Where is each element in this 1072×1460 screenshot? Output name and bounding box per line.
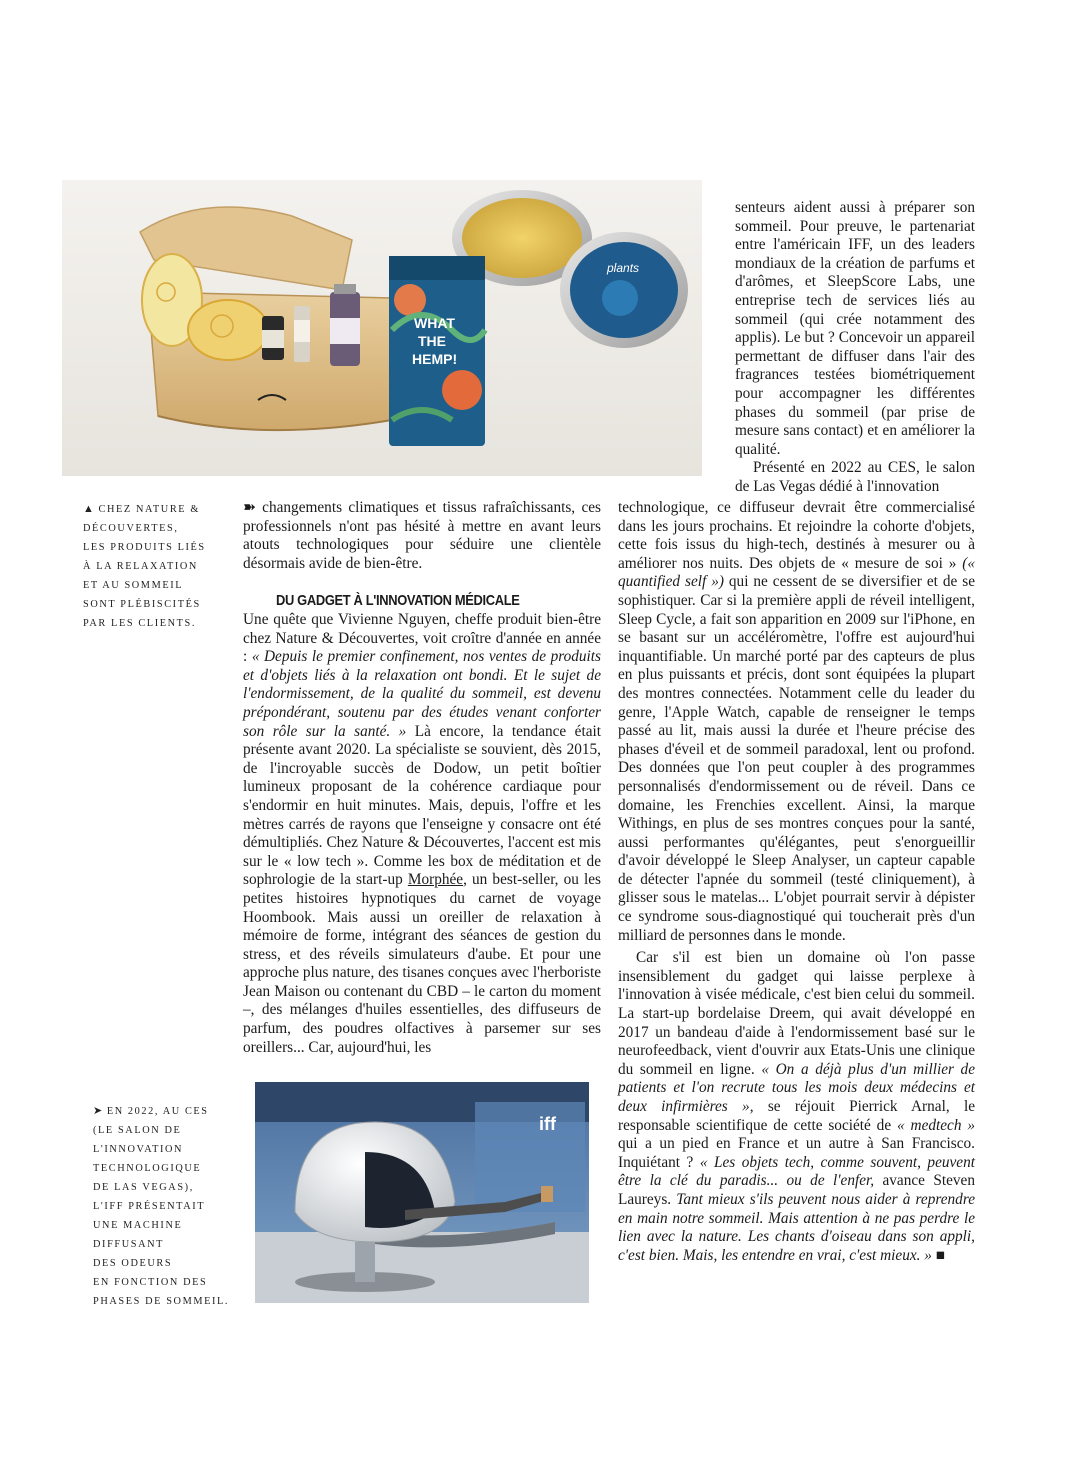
col1-intro-text: changements climatiques et tissus rafraîchissants, ces professionnels n'ont pas hésité à mettre en avant leurs atouts technologiques pour séduire une clientèle désormais avide de bien-être. (243, 499, 601, 572)
caption-ces-line-4: TECHNOLOGIQUE (93, 1163, 202, 1174)
caption-products (83, 500, 233, 633)
col2-p1: senteurs aident aussi à préparer son sommeil. Pour preuve, le partenariat entre l'américain IFF, un des leaders mondiaux de la création de parfums et d'arômes, et SleepScore Labs, une entreprise tech de services liés au sommeil (qui crée notamment des applis). Le but ? Concevoir un appareil permettant de diffuser dans l'air des fragrances testées biométriquement pour accompagner les différentes phases du sommeil (par prise de mesure sans contact) et en améliorer la qualité. (735, 199, 975, 458)
products-photo (62, 180, 702, 476)
article-column-1-body (243, 611, 601, 1057)
col1-p1-c: Là encore, la tendance était présente avant 2020. La spécialiste se souvient, dès 2015, de l'incroyable succès de Dodow, un petit boîtier lumineux proposant de la cohérence cardiaque pour s'endormir en huit minutes. Mais, depuis, l'offre et les mètres carrés de rayons que l'enseigne y consacre ont été démultipliés. Chez Nature & Découvertes, l'accent est mis sur le « low tech ». Comme les box de méditation et de sophrologie de la start-up (243, 722, 601, 889)
col2-p2-a: technologique, ce diffuseur devrait être commercialisé dans les jours prochains. Et rejoindre la cohorte d'objets, cette fois issus du high-tech, destinés à mesurer ou à améliorer nos nuits. Des objets de « mesure de soi » (618, 499, 975, 572)
ces-photo (255, 1082, 589, 1303)
col2-p3-g: avance Steven Laureys. (618, 1172, 975, 1208)
caption-ces-line-5: DE LAS VEGAS), (93, 1182, 194, 1193)
caption-products-line-5: ET AU SOMMEIL (83, 580, 184, 591)
triangle-up-icon: ▲ (83, 503, 96, 515)
caption-products-line-4: À LA RELAXATION (83, 561, 198, 572)
caption-ces-line-2: (LE SALON DE (93, 1125, 182, 1136)
end-mark: ■ (931, 1246, 946, 1264)
article-column-2-top (735, 199, 975, 497)
section-heading: DU GADGET À L'INNOVATION MÉDICALE (276, 592, 520, 609)
caption-products-line-6: SONT PLÉBISCITÉS (83, 599, 201, 610)
caption-ces-line-1: ➤ EN 2022, AU CES (93, 1105, 209, 1117)
caption-ces-line-7: UNE MACHINE (93, 1220, 183, 1231)
article-column-1-intro (243, 499, 601, 573)
col2-p2-start: Présenté en 2022 au CES, le salon de Las Vegas dédié à l'innovation (735, 459, 975, 495)
caption-ces-line-9: DES ODEURS (93, 1258, 173, 1269)
arrow-right-icon: ➤ (93, 1105, 104, 1117)
products-illustration (62, 180, 702, 476)
pouch-text-line1: WHAT (414, 315, 455, 331)
col2-p3-quote-dreem: « On a déjà plus d'un millier de patients et l'on recrute tous les mois deux médecins et deux infirmières » (618, 1060, 975, 1115)
col2-p3-quote-end: Tant mieux s'ils peuvent nous aider à reprendre en main notre sommeil. Mais attention à ne pas perdre le lien avec la nature. Les chants d'oiseau dans son appli, c'est bien. Mais, les entendre en vrai, c'est mieux. » (618, 1190, 975, 1264)
iff-logo: iff (539, 1114, 556, 1134)
article-column-2-body (618, 499, 975, 1265)
col2-p3-a: Car s'il est bien un domaine où l'on passe insensiblement du gadget qui laisse perplexe à l'innovation à visée médicale, c'est bien celui du sommeil. La start-up bordelaise Dreem, qui avait développé en 2017 un bandeau d'aide à l'endormissement basé sur le neurofeedback, vient d'ouvrir aux Etats-Unis une clinique du sommeil en ligne. (618, 949, 975, 1078)
col1-p1-quote: « Depuis le premier confinement, nos ventes de produits et d'objets liés à la relaxation ont bondi. Et le sujet de l'endormissement, de la qualité du sommeil, est devenu prépondérant, soutenu par des études venant conforter son rôle sur la santé. » (243, 648, 602, 740)
col2-p3-quote-laureys: « Les objets tech, comme souvent, peuvent être la clé du paradis... ou de l'enfer, (618, 1153, 975, 1190)
caption-ces-line-3: L'INNOVATION (93, 1144, 184, 1155)
col1-p1-a: Une quête que Vivienne Nguyen, cheffe produit bien-être chez Nature & Découvertes, voit croître d'année en année : (243, 611, 601, 666)
col2-p2-c: qui ne cessent de se diversifier et de se sophistiquer. Car si la première appli de réveil intelligent, Sleep Cycle, a fait son apparition en 2009 sur l'iPhone, en se basant sur un accéléromètre, l'offre est aujourd'hui inquantifiable. Un marché porté par des capteurs de plus en plus puissants et précis, dont sont équipées la plupart des montres connectées. Notamment celle du leader du genre, l'Apple Watch, capable de renseigner le temps passé au lit, mais aussi la durée et l'heure précise des phases d'éveil et de sommeil paradoxal, lent ou profond. Des données que l'on peut coupler à des programmes personnalisés d'endormissement ou de réveil. Dans ce domaine, les Frenchies excellent. Ainsi, la marque Withings, en plus de ses montres conçues pour la santé, aussi performantes qu'élégantes, peut s'enorgueillir d'avoir développé le Sleep Analyser, un capteur capable de détecter l'apnée du sommeil (testé cliniquement), à glisser sous le matelas... L'objet pourrait servir à dépister ce syndrome sous-diagnostiqué qui toucherait près d'un milliard de personnes dans le monde. (618, 573, 975, 944)
caption-ces-line-6: L'IFF PRÉSENTAIT (93, 1201, 206, 1212)
ces-illustration (255, 1082, 589, 1303)
arrow-icon: ➽ (243, 499, 256, 516)
caption-ces-line-11: PHASES DE SOMMEIL. (93, 1296, 230, 1307)
col2-p3-c: , se réjouit Pierrick Arnal, le responsable scientifique de cette société de (618, 1098, 975, 1134)
col2-p2-quantified-self: (« quantified self ») (618, 554, 975, 591)
morphee-link[interactable]: Morphée (407, 871, 464, 889)
caption-ces-line-8: DIFFUSANT (93, 1239, 165, 1250)
col2-p3-e: qui a un pied en France et un autre à San Francisco. Inquiétant ? (618, 1135, 975, 1171)
tin-brand: plants (607, 261, 640, 275)
pouch-text-line2: THE (418, 333, 446, 349)
col1-p1-e: , un best-seller, ou les petites histoires hypnotiques du carnet de voyage Hoombook. Mais aussi un oreiller de relaxation à mémoire de forme, intégrant des séances de gestion du stress, et des réveils simulateurs d'aube. Et pour une approche plus nature, des tisanes conçues avec l'herboriste Jean Maison ou contenant du CBD – le carton du moment –, des mélanges d'huiles essentielles, des diffuseurs de parfum, des poudres olfactives à parsemer sur ses oreillers... Car, aujourd'hui, les (243, 871, 601, 1056)
caption-products-line-1: ▲ CHEZ NATURE & (83, 503, 200, 515)
caption-products-line-3: LES PRODUITS LIÉS (83, 542, 206, 553)
caption-ces-line-10: EN FONCTION DES (93, 1277, 208, 1288)
col2-p3-medtech: « medtech » (897, 1116, 975, 1134)
caption-products-line-2: DÉCOUVERTES, (83, 523, 179, 534)
caption-products-line-7: PAR LES CLIENTS. (83, 618, 197, 629)
pouch-text-line3: HEMP! (412, 351, 458, 367)
caption-ces (93, 1102, 243, 1311)
